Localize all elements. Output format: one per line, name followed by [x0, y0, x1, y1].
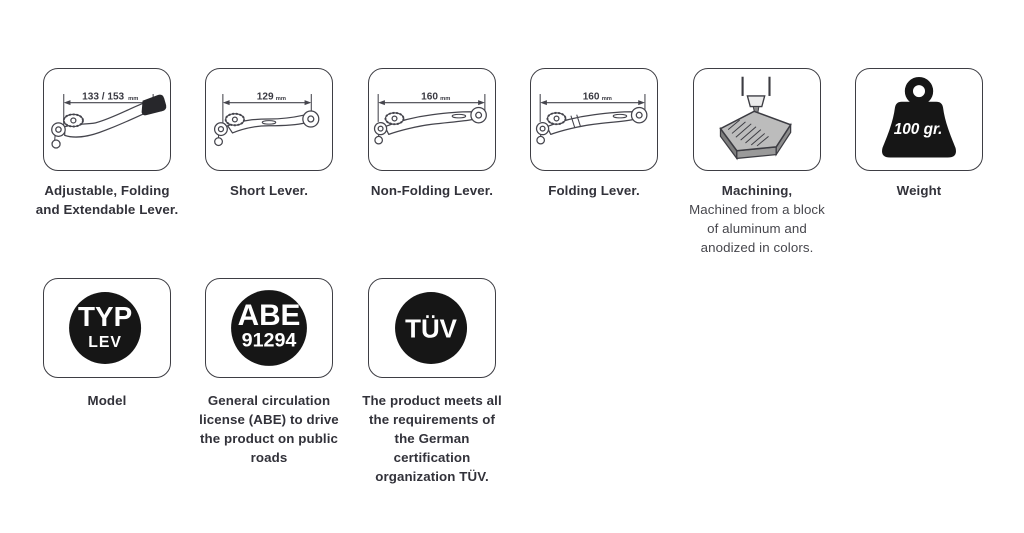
caption-line: certification: [393, 450, 471, 465]
caption-line: Non-Folding Lever.: [370, 183, 494, 198]
dimension-unit: mm: [275, 95, 286, 102]
caption-line: license (ABE) to drive: [199, 412, 339, 427]
lever-folding-icon: [532, 70, 656, 169]
cnc-milling-machine-icon: [695, 70, 819, 169]
caption-line: the product on public: [199, 431, 338, 446]
lever-short-icon: [207, 70, 331, 169]
icon-box: [43, 68, 171, 171]
card-caption: [352, 181, 512, 200]
badge-bottom-label: LEV: [88, 334, 122, 352]
tuv-badge-icon: [370, 280, 494, 376]
icon-box: [530, 68, 658, 171]
card-caption: [189, 391, 349, 467]
card-caption: [677, 181, 837, 257]
card-model: [27, 278, 187, 410]
dimension-label: 160: [421, 91, 439, 103]
badge-top-label: TYP: [78, 301, 133, 333]
weight-value-label: 100 gr.: [893, 120, 943, 138]
calibration-weight-icon: [857, 70, 981, 169]
card-abe-license: [189, 278, 349, 467]
card-tuv-certification: [352, 278, 512, 486]
card-weight: [839, 68, 999, 200]
caption-line: Weight: [896, 183, 942, 198]
caption-line: and Extendable Lever.: [35, 202, 179, 217]
caption-line: of aluminum and: [707, 221, 807, 236]
caption-title: Machining,: [721, 183, 793, 198]
card-folding-lever: [514, 68, 674, 200]
card-caption: [189, 181, 349, 200]
card-caption: [514, 181, 674, 200]
card-caption: [27, 181, 187, 219]
lever-non-folding-icon: [370, 70, 494, 169]
abe-badge-icon: [207, 280, 331, 376]
icon-box: [205, 68, 333, 171]
caption-line: Machined from a block: [689, 202, 825, 217]
icon-box: [368, 278, 496, 378]
typ-lev-badge-icon: [45, 280, 169, 376]
caption-line: General circulation: [207, 393, 331, 408]
dimension-unit: mm: [440, 95, 451, 102]
caption-line: the German: [394, 431, 470, 446]
dimension-unit: mm: [128, 95, 139, 102]
icon-box: [855, 68, 983, 171]
card-non-folding-lever: [352, 68, 512, 200]
icon-box: [693, 68, 821, 171]
icon-box: [43, 278, 171, 378]
icon-box: [205, 278, 333, 378]
caption-line: anodized in colors.: [700, 240, 814, 255]
badge-top-label: TÜV: [405, 315, 457, 344]
card-adjustable-folding-extendable-lever: [27, 68, 187, 219]
lever-adjustable-icon: [45, 70, 169, 169]
dimension-label: 129: [256, 91, 274, 103]
badge-bottom-label: 91294: [241, 329, 297, 352]
icon-box: [368, 68, 496, 171]
caption-line: Model: [87, 393, 127, 408]
caption-line: The product meets all: [362, 393, 502, 408]
card-short-lever: [189, 68, 349, 200]
caption-line: the requirements of: [368, 412, 496, 427]
caption-line: organization TÜV.: [375, 469, 489, 484]
dimension-unit: mm: [601, 95, 612, 102]
caption-line: Folding Lever.: [548, 183, 640, 198]
card-caption: [352, 391, 512, 486]
card-caption: [27, 391, 187, 410]
badge-top-label: ABE: [237, 299, 301, 333]
card-caption: [839, 181, 999, 200]
caption-line: Short Lever.: [229, 183, 309, 198]
card-machining: [677, 68, 837, 257]
dimension-label: 160: [582, 91, 600, 103]
caption-line: Adjustable, Folding: [44, 183, 170, 198]
caption-line: roads: [250, 450, 288, 465]
dimension-label: 133 / 153: [82, 91, 125, 103]
